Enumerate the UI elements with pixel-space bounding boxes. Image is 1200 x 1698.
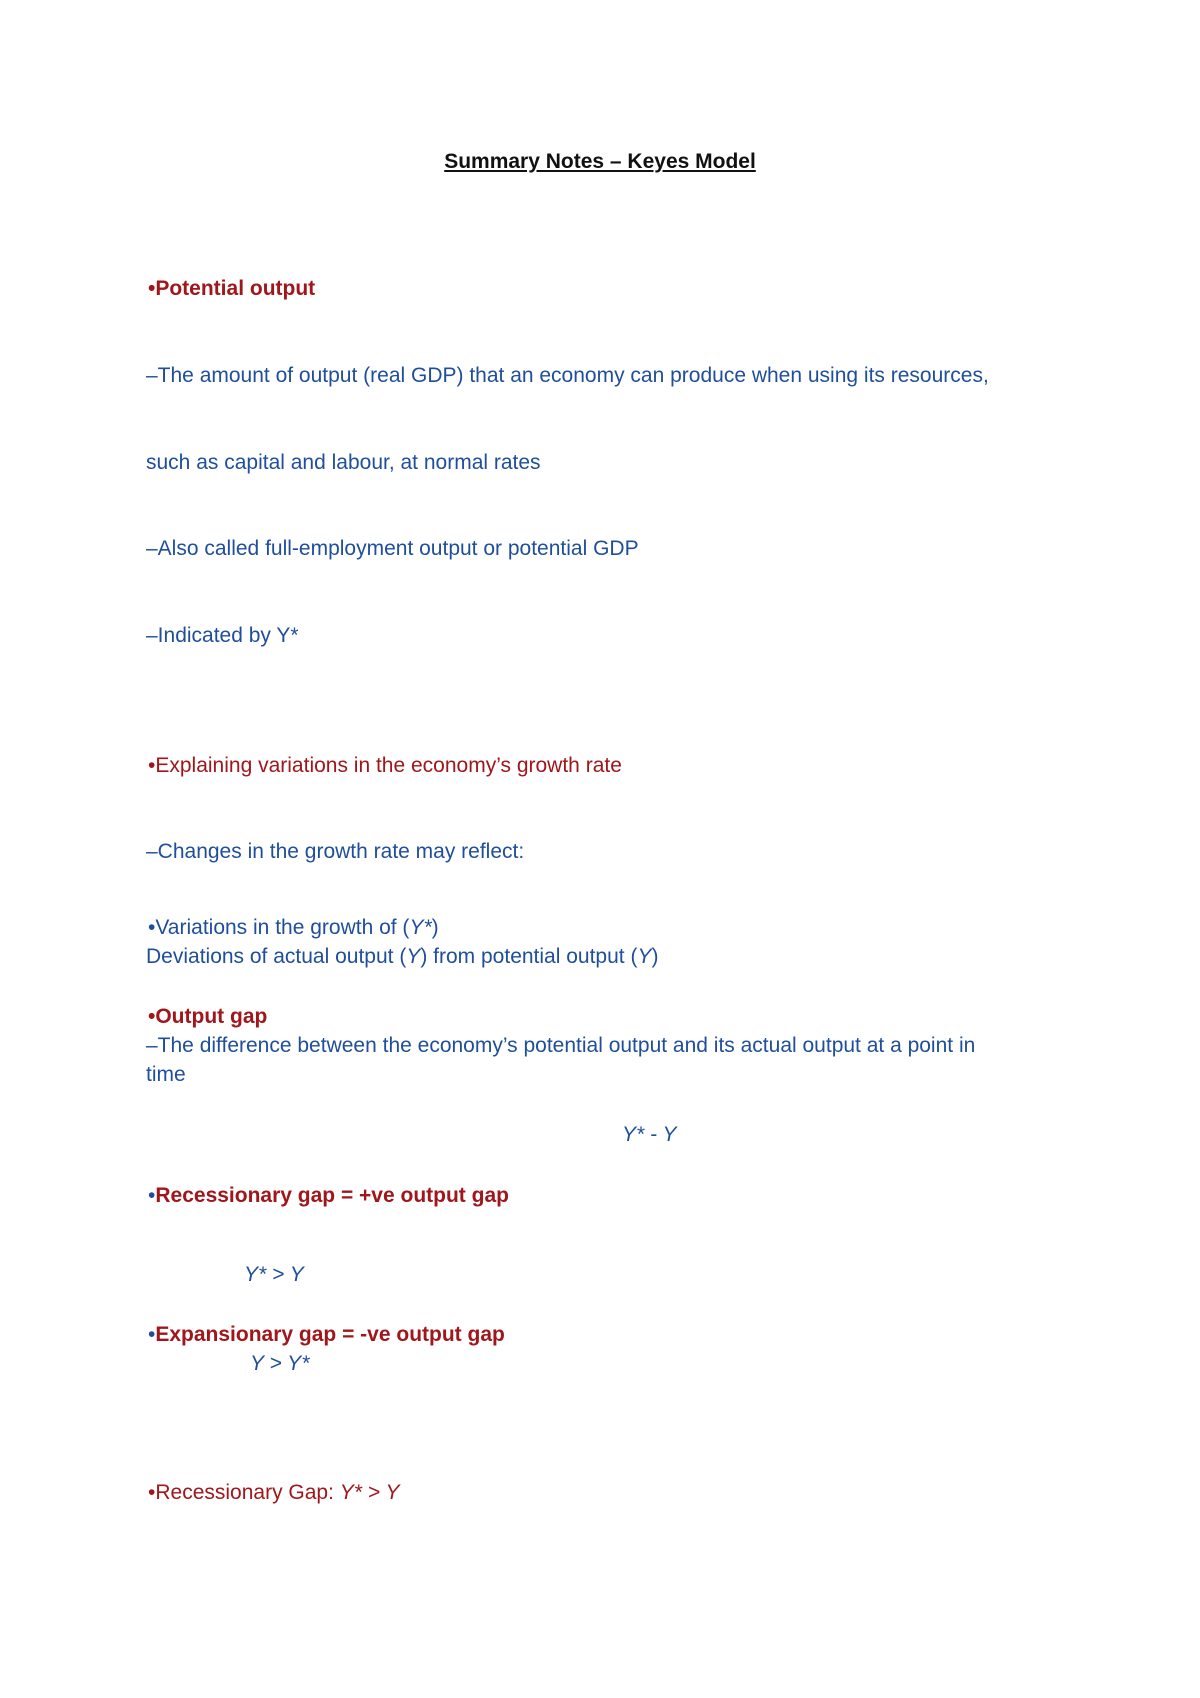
page-title: Summary Notes – Keyes Model	[444, 150, 756, 173]
deviations-text-a: Deviations of actual output (	[146, 945, 407, 968]
indicated-by-line	[146, 622, 299, 650]
growth-rate-heading: •Explaining variations in the economy’s growth rate	[148, 754, 622, 777]
indicated-by-symbol: Y*	[276, 624, 299, 647]
recessionary-note-formula: Y* > Y	[339, 1481, 400, 1504]
expansionary-bullet: •	[148, 1323, 156, 1346]
deviations-text-c: )	[651, 945, 659, 968]
also-called-line: –Also called full-employment output or potential GDP	[146, 537, 639, 560]
recessionary-gap-heading: Recessionary gap = +ve output gap	[155, 1184, 509, 1207]
indicated-by-text: –Indicated by	[146, 624, 277, 647]
variations-text: •Variations in the growth of (	[148, 916, 410, 939]
changes-in-growth-line: –Changes in the growth rate may reflect:	[146, 840, 525, 863]
expansionary-gap-formula: Y > Y*	[250, 1352, 310, 1375]
recessionary-note-line	[148, 1479, 400, 1507]
deviations-line	[146, 943, 658, 971]
expansionary-gap-heading: Expansionary gap = -ve output gap	[155, 1323, 505, 1346]
expansionary-gap-line	[148, 1321, 505, 1349]
variations-line	[148, 914, 439, 942]
potential-output-definition-line2: such as capital and labour, at normal rates	[146, 451, 541, 474]
potential-output-heading: •Potential output	[148, 277, 316, 300]
potential-output-definition-line1: –The amount of output (real GDP) that an economy can produce when using its resources,	[146, 364, 989, 387]
recessionary-gap-formula: Y* > Y	[244, 1263, 304, 1286]
recessionary-gap-line	[148, 1182, 509, 1210]
output-gap-formula: Y* - Y	[622, 1123, 677, 1146]
output-gap-definition-line1: –The difference between the economy’s potential output and its actual output at a point in	[146, 1034, 976, 1057]
variations-symbol: Y*	[409, 916, 432, 939]
variations-close: )	[431, 916, 439, 939]
deviations-symbol-potential: Y	[637, 945, 652, 968]
output-gap-definition-line2: time	[146, 1063, 186, 1086]
recessionary-bullet: •	[148, 1184, 156, 1207]
deviations-symbol-actual: Y	[406, 945, 421, 968]
recessionary-note-label: •Recessionary Gap:	[148, 1481, 340, 1504]
deviations-text-b: ) from potential output (	[420, 945, 638, 968]
output-gap-heading: •Output gap	[148, 1005, 268, 1028]
